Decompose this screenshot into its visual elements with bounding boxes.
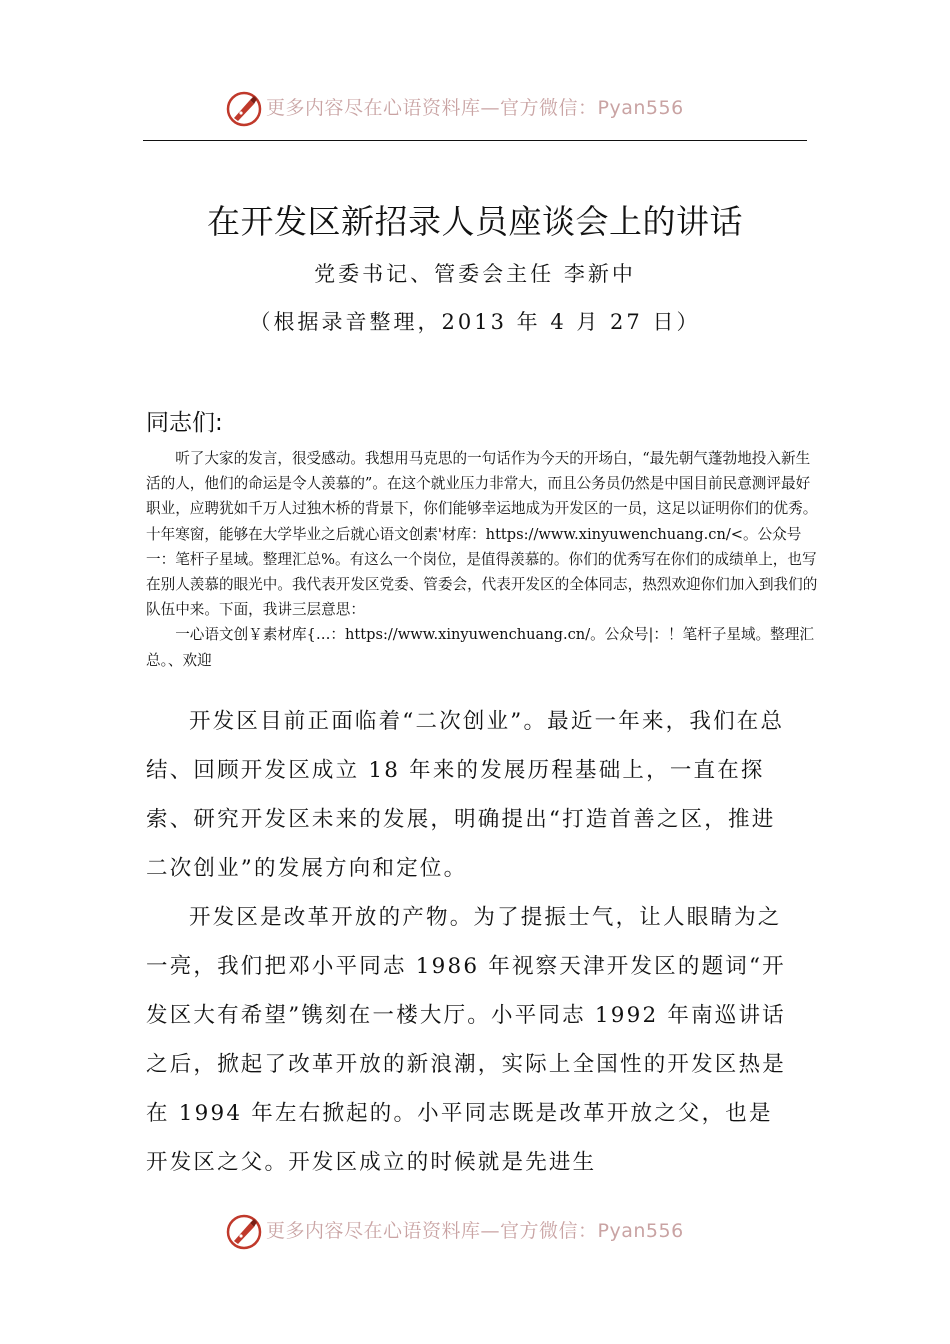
watermark-line: 一心语文创￥素材库{…：https://www.xinyuwenchuang.cn/。公众号|：！笔杆子星域。整理汇总。、欢迎 [146, 626, 814, 669]
body-paragraph-2: 开发区是改革开放的产物。为了提振士气，让人眼睛为之一亮，我们把邓小平同志 1986 年视察天津开发区的题词“开发区大有希望”镌刻在一楼大厅。小平同志 1992 年南巡讲话之后，掀起了改革开放的新浪潮，实际上全国性的开发区热是在 1994 年左右掀起的。小平同志既是改革开放之父，也是开发区之父。开发区成立的时候就是先进生 [146, 905, 786, 1175]
header-wechat-id: Pyan556 [597, 97, 684, 119]
intro-paragraph: 听了大家的发言，很受感动。我想用马克思的一句话作为今天的开场白，“最先朝气蓬勃地投入新生活的人，他们的命运是令人羡慕的”。在这个就业压力非常大，而且公务员仍然是中国目前民意测评最好职业，应聘犹如千万人过独木桥的背景下，你们能够幸运地成为开发区的一员，这足以证明你们的优秀。十年寒窗，能够在大学毕业之后就心语文创素'材库：https://www.xinyuwenchuang.cn/<。公众号一：笔杆子星域。整理汇总%。有这么一个岗位，是值得羡慕的。你们的优秀写在你们的成绩单上，也写在别人羡慕的眼光中。我代表开发区党委、管委会，代表开发区的全体同志，热烈欢迎你们加入到我们的队伍中来。下面，我讲三层意思： [146, 450, 818, 619]
body-paragraph-1: 开发区目前正面临着“二次创业”。最近一年来，我们在总结、回顾开发区成立 18 年来的发展历程基础上，一直在探索、研究开发区未来的发展，明确提出“打造首善之区，推进二次创业”的发展方向和定位。 [146, 709, 785, 881]
pen-nib-logo-icon [226, 1214, 262, 1250]
body-block [146, 697, 796, 1187]
header-banner [0, 87, 950, 127]
intro-block [146, 446, 818, 673]
footer-wechat-id: Pyan556 [597, 1220, 684, 1242]
footer-banner-text: 更多内容尽在心语资料库—官方微信：Pyan556 [266, 1220, 684, 1242]
pen-nib-logo-icon [226, 91, 262, 127]
page-title: 在开发区新招录人员座谈会上的讲话 [207, 202, 743, 241]
header-divider [143, 140, 807, 141]
footer-banner [0, 1210, 950, 1250]
speaker-line: 党委书记、管委会主任 李新中 [314, 262, 636, 286]
header-banner-text: 更多内容尽在心语资料库—官方微信：Pyan556 [266, 97, 684, 119]
recording-note: （根据录音整理，2013 年 4 月 27 日） [249, 310, 701, 334]
salutation: 同志们: [146, 410, 223, 436]
